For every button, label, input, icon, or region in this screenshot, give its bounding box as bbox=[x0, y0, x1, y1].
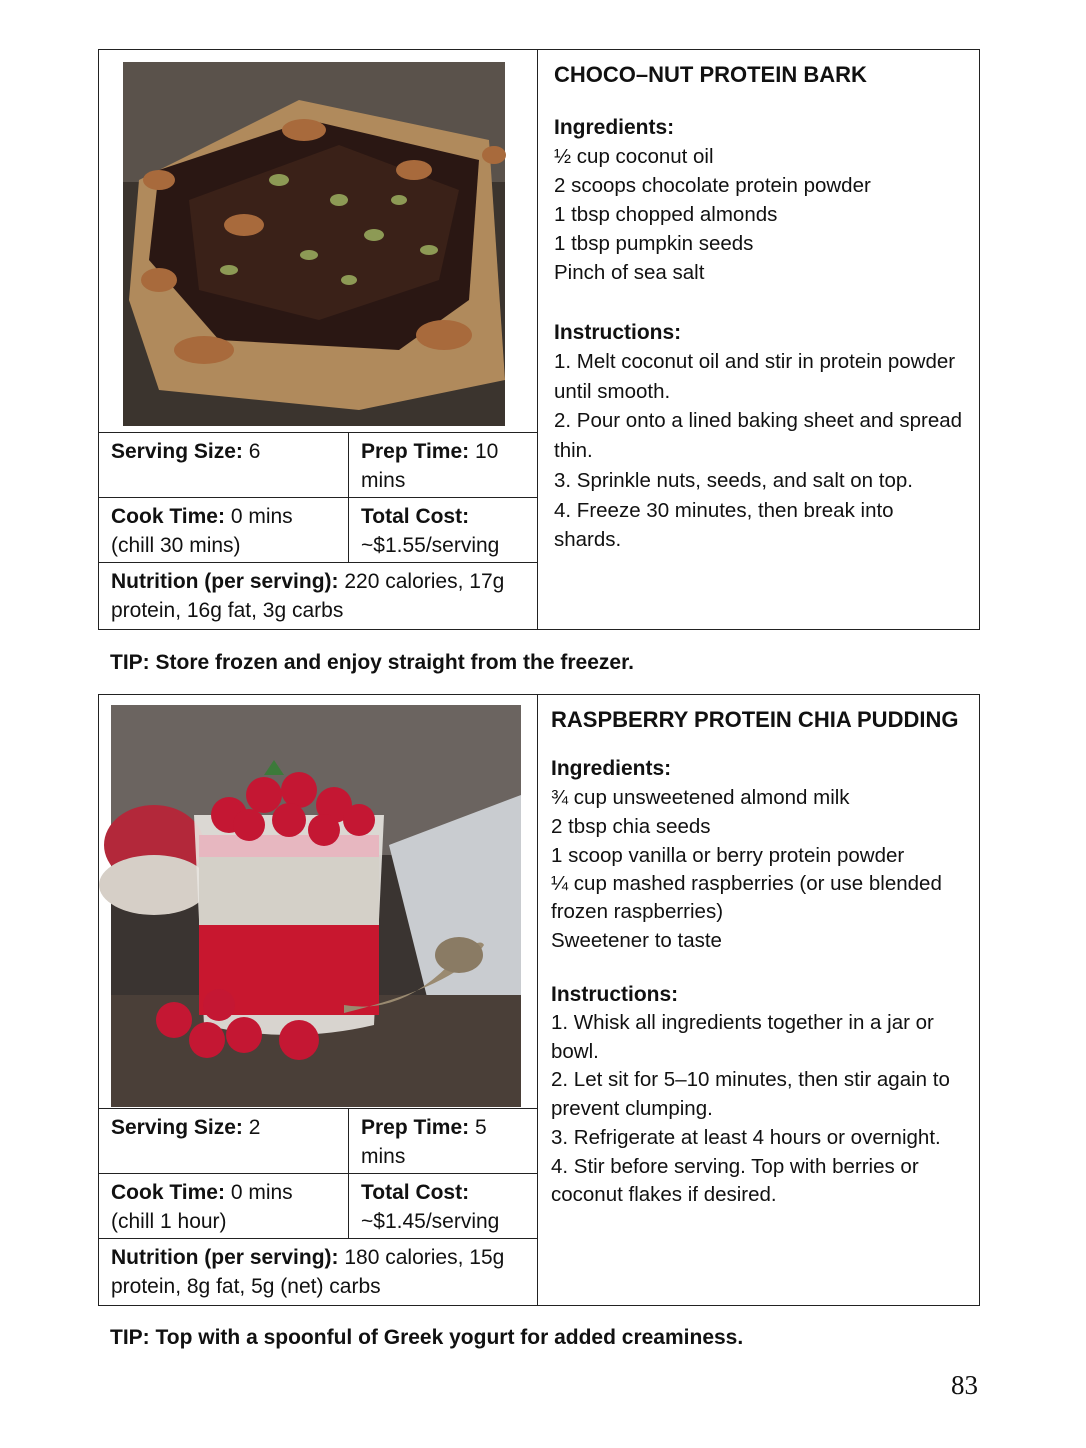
instruction-step: 1. Melt coconut oil and stir in protein powder until smooth. bbox=[554, 350, 956, 403]
recipe-facts-table bbox=[99, 432, 537, 629]
ingredient-item: ¾ cup unsweetened almond milk bbox=[551, 786, 850, 809]
recipe-facts-table bbox=[99, 1108, 537, 1305]
recipe-card-choco-nut-bark bbox=[98, 49, 980, 630]
recipe-title: RASPBERRY PROTEIN CHIA PUDDING bbox=[551, 707, 959, 732]
chocolate-bark-photo bbox=[99, 50, 537, 432]
nutrition-cell: Nutrition (per serving): 180 calories, 15g protein, 8g fat, 5g (net) carbs bbox=[111, 1246, 505, 1298]
recipe-card-raspberry-chia bbox=[98, 694, 980, 1306]
ingredient-item: ¼ cup mashed raspberries (or use blended frozen raspberries) bbox=[551, 872, 942, 923]
recipe-tip: TIP: Store frozen and enjoy straight from the freezer. bbox=[110, 651, 634, 674]
ingredient-item: ½ cup coconut oil bbox=[554, 145, 714, 168]
recipe-text-column bbox=[538, 695, 979, 1305]
ingredient-item: Pinch of sea salt bbox=[554, 261, 705, 284]
serving-size-cell: Serving Size: 2 bbox=[99, 1109, 349, 1173]
instructions-heading: Instructions: bbox=[554, 321, 682, 344]
ingredient-item: 1 scoop vanilla or berry protein powder bbox=[551, 844, 905, 867]
instruction-step: 3. Refrigerate at least 4 hours or overnight. bbox=[551, 1125, 941, 1149]
instruction-step: 4. Freeze 30 minutes, then break into shards. bbox=[554, 498, 894, 552]
instructions-heading: Instructions: bbox=[551, 983, 679, 1006]
instruction-step: 1. Whisk all ingredients together in a jar or bowl. bbox=[551, 1011, 934, 1063]
total-cost-cell: Total Cost: ~$1.55/serving bbox=[361, 505, 500, 557]
cook-time-cell: Cook Time: 0 mins (chill 30 mins) bbox=[99, 498, 349, 562]
recipe-text-column bbox=[538, 50, 979, 629]
prep-time-cell: Prep Time: 10 mins bbox=[361, 440, 499, 492]
nutrition-cell: Nutrition (per serving): 220 calories, 17g protein, 16g fat, 3g carbs bbox=[111, 570, 505, 622]
ingredient-item: Sweetener to taste bbox=[551, 929, 722, 952]
cook-time-cell: Cook Time: 0 mins (chill 1 hour) bbox=[99, 1174, 349, 1238]
instruction-step: 3. Sprinkle nuts, seeds, and salt on top. bbox=[554, 468, 913, 492]
ingredient-item: 2 scoops chocolate protein powder bbox=[554, 174, 871, 197]
serving-size-cell: Serving Size: 6 bbox=[99, 433, 349, 497]
instruction-step: 4. Stir before serving. Top with berries or coconut flakes if desired. bbox=[551, 1154, 919, 1207]
ingredient-item: 2 tbsp chia seeds bbox=[551, 815, 711, 838]
ingredient-item: 1 tbsp chopped almonds bbox=[554, 203, 778, 226]
instruction-step: 2. Pour onto a lined baking sheet and spread thin. bbox=[554, 409, 963, 463]
ingredients-heading: Ingredients: bbox=[554, 116, 675, 139]
chia-pudding-photo bbox=[99, 695, 537, 1108]
prep-time-cell: Prep Time: 5 mins bbox=[361, 1116, 487, 1168]
ingredients-heading: Ingredients: bbox=[551, 757, 672, 780]
recipe-left-column bbox=[99, 50, 538, 629]
instruction-step: 2. Let sit for 5–10 minutes, then stir again to prevent clumping. bbox=[551, 1068, 950, 1121]
recipe-tip: TIP: Top with a spoonful of Greek yogurt for added creaminess. bbox=[110, 1326, 744, 1349]
recipe-left-column bbox=[99, 695, 538, 1305]
ingredient-item: 1 tbsp pumpkin seeds bbox=[554, 232, 754, 255]
total-cost-cell: Total Cost: ~$1.45/serving bbox=[361, 1181, 500, 1233]
page-number: 83 bbox=[951, 1370, 978, 1400]
recipe-title: CHOCO–NUT PROTEIN BARK bbox=[554, 62, 867, 87]
